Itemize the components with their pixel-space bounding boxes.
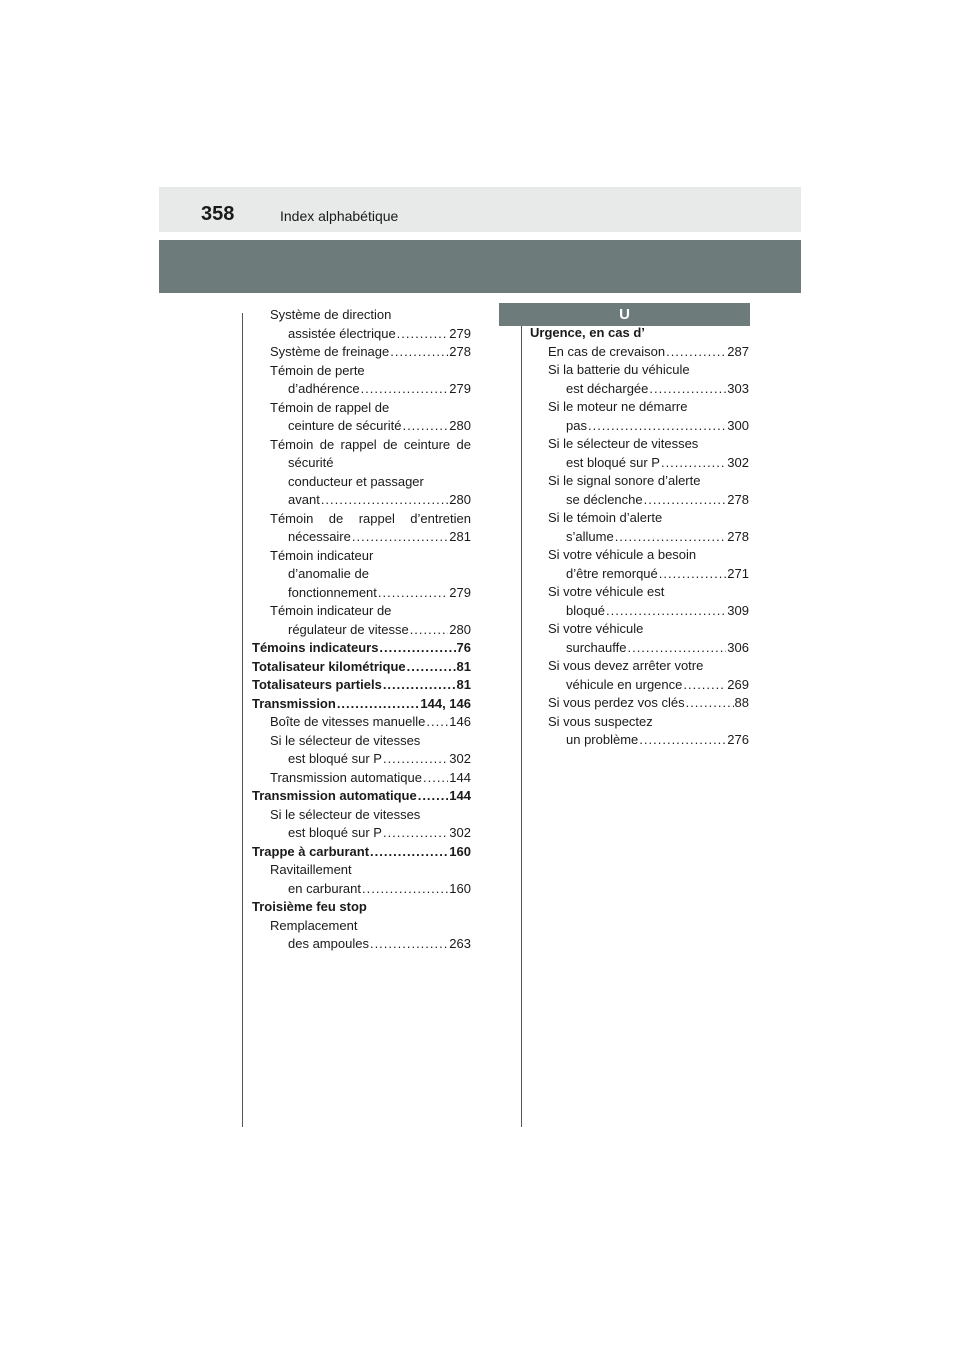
entry-text: se déclenche: [566, 491, 643, 507]
leader-dots: [659, 565, 727, 584]
entry-page: 287: [727, 343, 749, 359]
entry-page: 278: [449, 344, 471, 359]
index-entry: [252, 380, 471, 399]
index-entry: [530, 565, 749, 584]
entry-text: Témoin de perte: [270, 362, 365, 378]
index-column-left: [252, 306, 471, 954]
index-entry: [530, 620, 749, 639]
leader-dots: [644, 491, 727, 510]
entry-page: 276: [727, 732, 749, 747]
leader-dots: [370, 935, 448, 954]
entry-text: Troisième feu stop: [252, 899, 367, 914]
entry-text: Transmission automatique: [252, 788, 417, 803]
index-entry: [530, 361, 749, 380]
leader-dots: [379, 639, 455, 658]
entry-text: sécurité: [288, 455, 334, 470]
entry-text: Témoin de rappel de: [270, 399, 390, 415]
entry-text: Si vous suspectez: [548, 713, 653, 729]
entry-text: Urgence, en cas d’: [530, 325, 645, 340]
index-entry: [252, 621, 471, 640]
index-entry: [252, 917, 471, 936]
index-entry: [530, 657, 749, 676]
index-entry: [252, 436, 471, 455]
leader-dots: [639, 731, 726, 750]
entry-text: Remplacement: [270, 917, 358, 933]
leader-dots: [410, 621, 449, 640]
index-entry: [252, 861, 471, 880]
leader-dots: [423, 769, 448, 788]
leader-dots: [649, 380, 726, 399]
entry-text: bloqué: [566, 602, 606, 618]
entry-text: pas: [566, 417, 587, 433]
entry-text: Si le sélecteur de vitesses: [548, 436, 699, 451]
leader-dots: [361, 380, 449, 399]
index-entry: [530, 546, 749, 565]
entry-text: Trappe à carburant: [252, 843, 370, 859]
leader-dots: [383, 676, 456, 695]
index-entry: [252, 306, 471, 325]
index-entry: [252, 454, 471, 473]
entry-text: en carburant: [288, 880, 361, 896]
index-entry: [252, 343, 471, 362]
entry-text: Système de freinage: [270, 344, 390, 359]
entry-text: Si la batterie du véhicule: [548, 362, 690, 377]
entry-page: 269: [727, 676, 749, 692]
entry-text: d’anomalie de: [288, 566, 369, 581]
index-entry: [252, 491, 471, 510]
entry-text: Si votre véhicule a besoin: [548, 547, 697, 562]
index-entry: [530, 380, 749, 399]
index-entry: [252, 732, 471, 751]
index-entry: [252, 935, 471, 954]
index-entry: [530, 528, 749, 547]
index-entry: [252, 510, 471, 529]
entry-text: Si votre véhicule est: [548, 584, 665, 599]
entry-text: Témoin de rappel d’entretien: [270, 510, 471, 526]
index-entry: [252, 399, 471, 418]
leader-dots: [686, 694, 734, 713]
index-entry: [252, 824, 471, 843]
entry-page: 300: [727, 417, 749, 433]
index-entry: [530, 454, 749, 473]
entry-text: un problème: [566, 732, 639, 747]
index-entry: [252, 362, 471, 381]
entry-page: 280: [449, 621, 471, 637]
entry-page: 306: [727, 639, 749, 655]
entry-page: 309: [727, 602, 749, 618]
index-entry: [252, 843, 471, 862]
leader-dots: [402, 417, 448, 436]
index-entry: [252, 565, 471, 584]
index-entry: [252, 658, 471, 677]
entry-page: 144: [449, 769, 471, 785]
entry-text: Boîte de vitesses manuelle: [270, 714, 426, 729]
entry-page: 144, 146: [420, 695, 471, 711]
entry-page: 76: [456, 640, 471, 655]
index-entry: [530, 491, 749, 510]
index-entry: [252, 769, 471, 788]
index-entry: [252, 806, 471, 825]
index-entry: [252, 639, 471, 658]
index-entry: [252, 750, 471, 769]
index-entry: [530, 417, 749, 436]
header-band: [159, 240, 801, 293]
leader-dots: [407, 658, 456, 677]
section-title: Index alphabétique: [280, 208, 399, 224]
leader-dots: [370, 843, 448, 862]
entry-page: 302: [449, 825, 471, 840]
index-entry: [252, 528, 471, 547]
entry-text: nécessaire: [288, 529, 351, 544]
entry-text: avant: [288, 492, 320, 507]
entry-text: assistée électrique: [288, 325, 396, 341]
entry-text: surchauffe: [566, 639, 627, 655]
entry-text: s’allume: [566, 528, 614, 544]
entry-text: Totalisateur kilométrique: [252, 658, 406, 674]
index-entry: [252, 473, 471, 492]
entry-text: fonctionnement: [288, 584, 377, 600]
entry-text: conducteur et passager: [288, 473, 424, 489]
leader-dots: [390, 343, 448, 362]
entry-page: 81: [456, 677, 471, 692]
entry-text: Si vous perdez vos clés: [548, 695, 685, 710]
page-number: 358: [201, 203, 235, 225]
leader-dots: [627, 639, 726, 658]
leader-dots: [321, 491, 448, 510]
entry-text: Si le sélecteur de vitesses: [270, 806, 421, 822]
column-divider-left: [242, 313, 243, 1127]
index-entry: [530, 324, 749, 343]
entry-page: 81: [456, 658, 471, 674]
entry-page: 278: [727, 491, 749, 507]
entry-page: 88: [734, 695, 749, 710]
index-entry: [530, 676, 749, 695]
entry-text: est bloqué sur P: [288, 825, 382, 840]
entry-page: 280: [449, 418, 471, 433]
leader-dots: [352, 528, 448, 547]
entry-text: Totalisateurs partiels: [252, 677, 382, 692]
entry-page: 279: [449, 584, 471, 600]
index-entry: [252, 880, 471, 899]
index-entry: [530, 731, 749, 750]
index-entry: [530, 713, 749, 732]
entry-text: Témoin indicateur de: [270, 603, 392, 618]
entry-page: 144: [449, 788, 471, 803]
entry-text: véhicule en urgence: [566, 676, 683, 692]
leader-dots: [615, 528, 727, 547]
entry-text: Transmission: [252, 695, 336, 711]
column-divider-middle: [521, 313, 522, 1127]
entry-text: ceinture de sécurité: [288, 418, 402, 433]
index-entry: [530, 694, 749, 713]
entry-text: Ravitaillement: [270, 862, 352, 877]
leader-dots: [683, 676, 726, 695]
entry-text: Si le signal sonore d’alerte: [548, 473, 701, 488]
letter-heading: U: [499, 303, 750, 326]
entry-text: des ampoules: [288, 936, 369, 951]
entry-text: Si votre véhicule: [548, 621, 644, 636]
index-entry: [252, 898, 471, 917]
entry-text: Si le témoin d’alerte: [548, 510, 663, 525]
leader-dots: [606, 602, 726, 621]
entry-text: d’être remorqué: [566, 565, 658, 581]
index-entry: [252, 787, 471, 806]
entry-page: 302: [727, 454, 749, 470]
entry-page: 279: [449, 381, 471, 396]
leader-dots: [383, 750, 448, 769]
entry-page: 278: [727, 528, 749, 544]
entry-text: En cas de crevaison: [548, 343, 666, 359]
leader-dots: [426, 713, 448, 732]
entry-text: est déchargée: [566, 380, 649, 396]
index-entry: [252, 695, 471, 714]
index-entry: [530, 343, 749, 362]
leader-dots: [383, 824, 448, 843]
header-bar: [159, 187, 801, 232]
index-column-right: [530, 324, 749, 750]
index-entry: [530, 639, 749, 658]
leader-dots: [661, 454, 726, 473]
index-entry: [530, 583, 749, 602]
index-entry: [530, 472, 749, 491]
leader-dots: [337, 695, 420, 714]
index-entry: [252, 547, 471, 566]
entry-page: 280: [449, 492, 471, 507]
index-entry: [252, 325, 471, 344]
entry-page: 146: [449, 714, 471, 729]
leader-dots: [362, 880, 448, 899]
index-entry: [252, 676, 471, 695]
index-entry: [530, 435, 749, 454]
entry-text: d’adhérence: [288, 381, 360, 396]
entry-page: 281: [449, 529, 471, 544]
entry-text: Si vous devez arrêter votre: [548, 658, 704, 673]
entry-text: est bloqué sur P: [288, 751, 382, 766]
entry-page: 279: [449, 325, 471, 341]
entry-page: 160: [449, 880, 471, 896]
entry-text: Système de direction: [270, 307, 392, 322]
index-entry: [252, 713, 471, 732]
entry-text: régulateur de vitesse: [288, 621, 409, 637]
entry-text: Si le sélecteur de vitesses: [270, 732, 421, 748]
entry-text: Témoins indicateurs: [252, 640, 379, 655]
leader-dots: [418, 787, 449, 806]
index-entry: [252, 584, 471, 603]
leader-dots: [397, 325, 449, 344]
leader-dots: [666, 343, 726, 362]
entry-text: Témoin de rappel de ceinture de: [270, 436, 471, 452]
index-entry: [252, 417, 471, 436]
entry-page: 271: [727, 565, 749, 581]
leader-dots: [588, 417, 726, 436]
entry-page: 160: [449, 843, 471, 859]
index-entry: [530, 602, 749, 621]
entry-page: 263: [449, 936, 471, 951]
index-entry: [530, 509, 749, 528]
entry-text: Si le moteur ne démarre: [548, 399, 688, 414]
entry-text: Transmission automatique: [270, 769, 422, 785]
index-entry: [530, 398, 749, 417]
entry-text: est bloqué sur P: [566, 454, 660, 470]
leader-dots: [378, 584, 448, 603]
entry-page: 303: [727, 380, 749, 396]
entry-text: Témoin indicateur: [270, 547, 374, 563]
entry-page: 302: [449, 751, 471, 766]
index-entry: [252, 602, 471, 621]
